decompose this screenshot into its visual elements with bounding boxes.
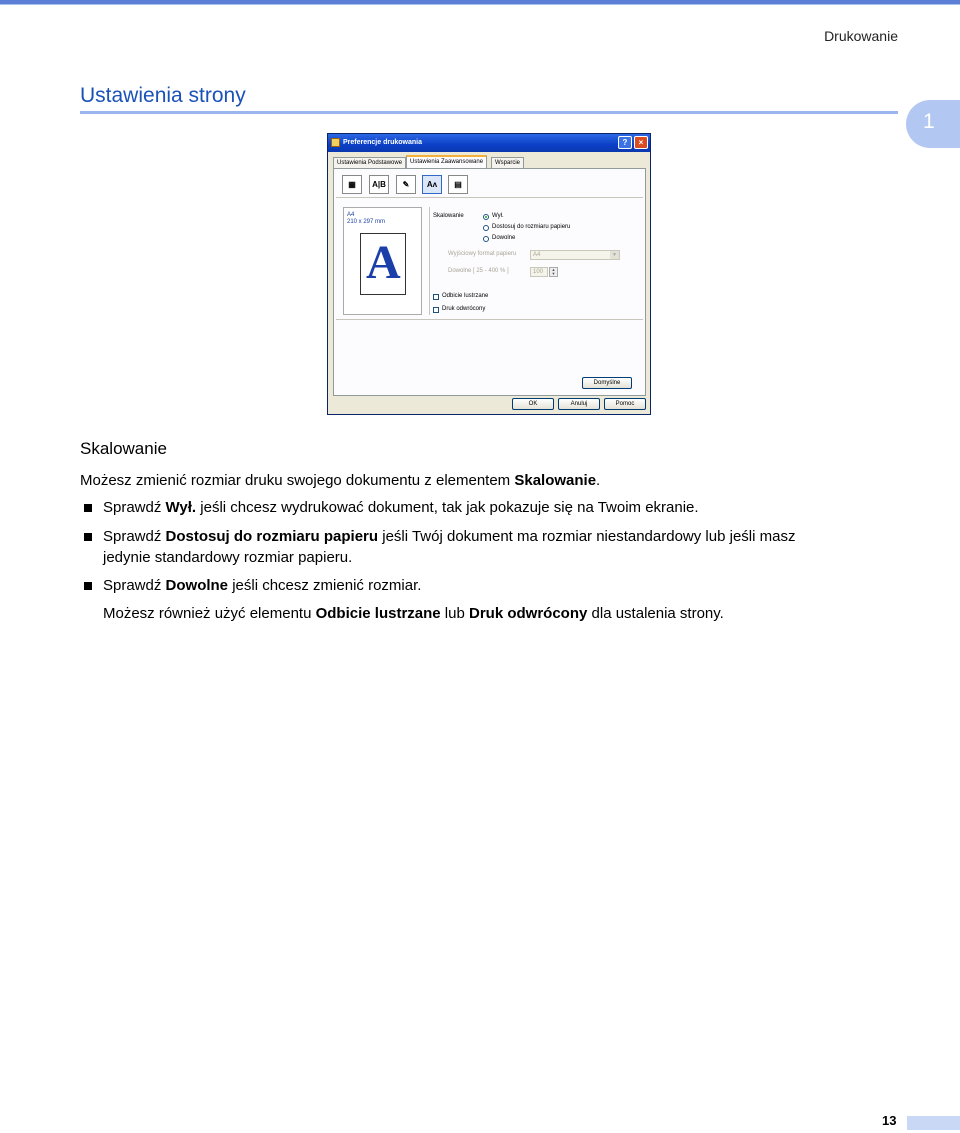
- watermark-icon[interactable]: ✎: [396, 175, 416, 194]
- bullet-square-icon: [84, 582, 92, 590]
- paper-format-value: A4: [533, 252, 541, 258]
- toolbar-separator: [336, 197, 643, 198]
- bullet-bold: Dowolne: [165, 577, 229, 594]
- tab-support[interactable]: Wsparcie: [491, 157, 524, 168]
- vertical-divider: [429, 207, 430, 315]
- advanced-panel: [333, 168, 646, 396]
- note-bold: Odbicie lustrzane: [315, 605, 441, 622]
- bullet-text: Sprawdź: [103, 528, 166, 545]
- scaling-label: Skalowanie: [433, 213, 464, 219]
- preview-sheet: [360, 233, 406, 295]
- cancel-button[interactable]: Anuluj: [558, 398, 600, 410]
- bullet-bold: Dostosuj do rozmiaru papieru: [165, 528, 379, 545]
- intro-paragraph: [80, 470, 600, 491]
- chevron-down-icon: ▼: [610, 251, 619, 259]
- print-preferences-dialog: [327, 133, 651, 415]
- bullet-square-icon: [84, 533, 92, 541]
- ok-button[interactable]: OK: [512, 398, 554, 410]
- help-title-button[interactable]: ?: [618, 136, 632, 149]
- bullet-item: [103, 575, 421, 596]
- bullet-continuation: jedynie standardowy rozmiar papieru.: [103, 549, 353, 566]
- duplex-icon[interactable]: A|B: [369, 175, 389, 194]
- bullet-text: jeśli chcesz zmienić rozmiar.: [228, 577, 422, 594]
- default-button[interactable]: Domyślne: [582, 377, 632, 389]
- note-bold: Druk odwrócony: [469, 605, 588, 622]
- title-rule: [80, 111, 898, 114]
- quality-icon[interactable]: ▦: [342, 175, 362, 194]
- device-options-icon[interactable]: ▤: [448, 175, 468, 194]
- chapter-number: 1: [923, 110, 935, 133]
- page-preview: [343, 207, 422, 315]
- intro-end: .: [596, 472, 601, 489]
- dialog-title: Preferencje drukowania: [343, 139, 422, 146]
- preview-paper: A4: [347, 212, 355, 218]
- intro-text: Możesz zmienić rozmiar druku swojego dokumentu z elementem: [80, 472, 515, 489]
- reverse-label: Druk odwrócony: [442, 306, 486, 312]
- free-value-input[interactable]: 100: [530, 267, 548, 277]
- bullet-item: [103, 497, 699, 518]
- bullet-text: jeśli chcesz wydrukować dokument, tak jak pokazuje się na Twoim ekranie.: [196, 499, 699, 516]
- preview-size: 210 x 297 mm: [347, 219, 386, 225]
- panel-separator: [336, 319, 643, 320]
- printer-icon: [331, 138, 340, 147]
- intro-bold: Skalowanie: [514, 472, 597, 489]
- mirror-checkbox[interactable]: [433, 294, 439, 300]
- page-number: 13: [882, 1113, 897, 1128]
- bullet-square-icon: [84, 504, 92, 512]
- radio-fit-label: Dostosuj do rozmiaru papieru: [492, 224, 571, 230]
- page-title: Ustawienia strony: [80, 84, 246, 107]
- bullet-item: [103, 526, 795, 547]
- reverse-checkbox[interactable]: [433, 307, 439, 313]
- bullet-bold: Wył.: [165, 499, 197, 516]
- top-rule-light: [0, 4, 960, 5]
- radio-fit[interactable]: [483, 225, 489, 231]
- free-label: Dowolne [ 25 - 400 % ]: [448, 268, 509, 274]
- bullet-text: jeśli Twój dokument ma rozmiar niestandardowy lub jeśli masz: [378, 528, 796, 545]
- note-text: dla ustalenia strony.: [587, 605, 724, 622]
- mirror-label: Odbicie lustrzane: [442, 293, 489, 299]
- chapter-tab: [906, 100, 960, 148]
- note-text: lub: [440, 605, 469, 622]
- tab-advanced[interactable]: Ustawienia Zaawansowane: [406, 155, 487, 168]
- bullet-text: Sprawdź: [103, 499, 166, 516]
- note-text: Możesz również użyć elementu: [103, 605, 316, 622]
- paper-format-select[interactable]: [530, 250, 620, 260]
- section-header: Drukowanie: [824, 28, 898, 44]
- spin-arrows-icon[interactable]: ▲ ▼: [549, 267, 558, 277]
- radio-free-label: Dowolne: [492, 235, 516, 241]
- close-title-button[interactable]: ×: [634, 136, 648, 149]
- help-button[interactable]: Pomoc: [604, 398, 646, 410]
- preview-letter: A: [366, 236, 401, 289]
- bullet-text: Sprawdź: [103, 577, 166, 594]
- paper-format-label: Wyjściowy format papieru: [448, 251, 517, 257]
- section-heading: Skalowanie: [80, 439, 167, 458]
- dialog-titlebar: [328, 134, 650, 152]
- footer-bar: [907, 1116, 960, 1130]
- radio-free[interactable]: [483, 236, 489, 242]
- tab-basic[interactable]: Ustawienia Podstawowe: [333, 157, 406, 168]
- page-setting-icon[interactable]: Aʌ: [422, 175, 442, 194]
- radio-off[interactable]: [483, 214, 489, 220]
- note-paragraph: [103, 603, 724, 624]
- radio-off-label: Wył.: [492, 213, 504, 219]
